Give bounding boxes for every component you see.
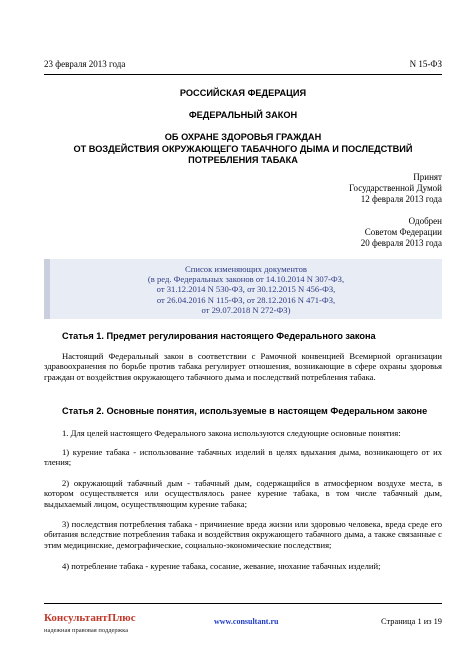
- article-2-para: 2) окружающий табачный дым - табачный дым, содержащийся в атмосферном воздухе места, в котором осуществляется или осуществлялось ранее курение табака, в том числе табачный дым, выдыхаемый лицом, осуществляющим курение табака;: [44, 478, 442, 509]
- amendments-heading: Список изменяющих документов: [185, 264, 307, 274]
- amendment-link[interactable]: от 26.04.2016 N 115-ФЗ, от 28.12.2016 N 471-ФЗ,: [156, 294, 336, 305]
- amendments-box: [44, 259, 442, 319]
- article-1-title: Статья 1. Предмет регулирования настоящего Федерального закона: [62, 331, 376, 341]
- amendment-link[interactable]: от 31.12.2014 N 530-ФЗ, от 30.12.2015 N 456-ФЗ,: [156, 284, 336, 295]
- article-1-text: Настоящий Федеральный закон в соответствии с Рамочной конвенцией Всемирной организации здравоохранения по борьбе против табака регулирует отношения, возникающие в сфере охраны здоровья граждан от воздействия окружающего табачного дыма и последствий потребления табака.: [44, 351, 442, 382]
- article-2-para: 4) потребление табака - курение табака, сосание, жевание, нюхание табачных изделий;: [62, 561, 381, 571]
- logo-tagline: надежная правовая поддержка: [44, 627, 129, 634]
- law-date: 23 февраля 2013 года: [44, 59, 126, 69]
- consultant-logo: КонсультантПлюс: [44, 612, 136, 624]
- article-2-para: 3) последствия потребления табака - причинение вреда жизни или здоровью человека, вреда среде его обитания вследствие потребления табака и воздействия окружающего табачного дыма, а также связанные с этим медицинские, демографические, социально-экономические последствия;: [44, 519, 442, 550]
- title-law-type: ФЕДЕРАЛЬНЫЙ ЗАКОН: [188, 110, 298, 120]
- amendments-list: [50, 264, 442, 315]
- website-link[interactable]: www.consultant.ru: [214, 617, 279, 626]
- page-indicator: Страница 1 из 19: [381, 617, 442, 626]
- footer-divider: [44, 603, 442, 604]
- amendment-link[interactable]: от 29.07.2018 N 272-ФЗ): [201, 304, 291, 315]
- adoption-council: Одобрен Советом Федерации 20 февраля 2013 года: [360, 216, 442, 248]
- article-2-para: 1. Для целей настоящего Федерального закона используются следующие основные понятия:: [62, 428, 401, 438]
- title-country: РОССИЙСКАЯ ФЕДЕРАЦИЯ: [179, 88, 307, 98]
- header-divider: [44, 74, 442, 75]
- article-2-para: 1) курение табака - использование табачных изделий в целях вдыхания дыма, возникающего от их тления;: [44, 447, 442, 468]
- law-number: N 15-ФЗ: [409, 59, 442, 69]
- title-name: ОБ ОХРАНЕ ЗДОРОВЬЯ ГРАЖДАН ОТ ВОЗДЕЙСТВИЯ ОКРУЖАЮЩЕГО ТАБАЧНОГО ДЫМА И ПОСЛЕДСТВИЙ ПОТРЕБЛЕНИЯ ТАБАКА: [73, 132, 413, 165]
- article-2-title: Статья 2. Основные понятия, используемые в настоящем Федеральном законе: [62, 406, 428, 416]
- adoption-duma: Принят Государственной Думой 12 февраля 2013 года: [349, 172, 442, 204]
- amendment-link[interactable]: (в ред. Федеральных законов от 14.10.2014 N 307-ФЗ,: [147, 274, 345, 285]
